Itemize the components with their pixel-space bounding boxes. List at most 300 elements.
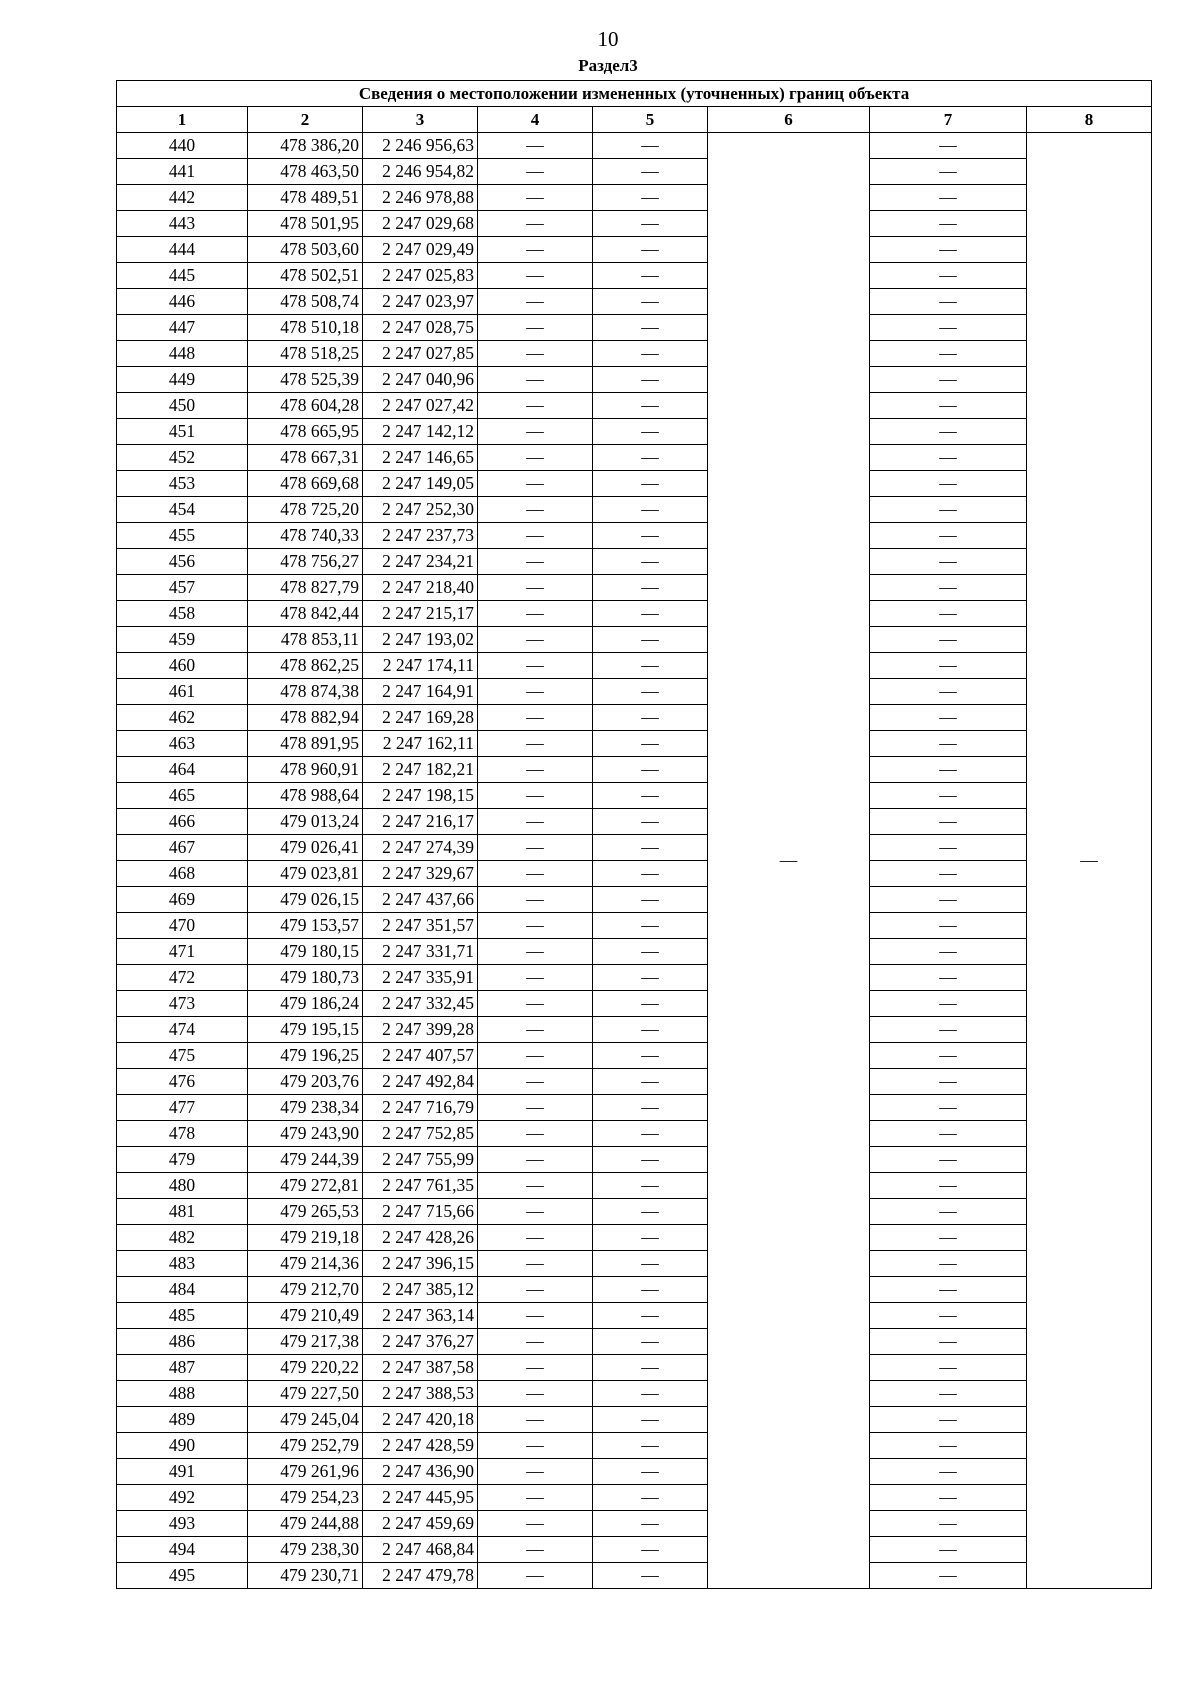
coordinate-y-cell: 2 247 029,68 <box>363 211 478 237</box>
table-row <box>117 1329 1152 1355</box>
coordinate-y-cell: 2 247 468,84 <box>363 1537 478 1563</box>
column-4-cell: — <box>478 783 593 809</box>
column-5-cell: — <box>593 1303 708 1329</box>
point-number-cell: 441 <box>117 159 248 185</box>
column-7-cell: — <box>870 1043 1027 1069</box>
coordinate-y-cell: 2 247 437,66 <box>363 887 478 913</box>
column-7-cell: — <box>870 1147 1027 1173</box>
coordinate-x-cell: 479 195,15 <box>248 1017 363 1043</box>
point-number-cell: 449 <box>117 367 248 393</box>
table-row <box>117 757 1152 783</box>
coordinate-y-cell: 2 247 385,12 <box>363 1277 478 1303</box>
coordinate-x-cell: 479 023,81 <box>248 861 363 887</box>
coordinate-x-cell: 478 463,50 <box>248 159 363 185</box>
column-7-cell: — <box>870 991 1027 1017</box>
coordinate-x-cell: 479 026,41 <box>248 835 363 861</box>
point-number-cell: 469 <box>117 887 248 913</box>
coordinate-y-cell: 2 247 040,96 <box>363 367 478 393</box>
coordinate-x-cell: 479 227,50 <box>248 1381 363 1407</box>
column-4-cell: — <box>478 263 593 289</box>
column-7-cell: — <box>870 809 1027 835</box>
point-number-cell: 458 <box>117 601 248 627</box>
table-row <box>117 1511 1152 1537</box>
column-5-cell: — <box>593 679 708 705</box>
column-5-cell: — <box>593 1017 708 1043</box>
point-number-cell: 488 <box>117 1381 248 1407</box>
column-7-cell: — <box>870 1355 1027 1381</box>
column-7-cell: — <box>870 1251 1027 1277</box>
column-7-cell: — <box>870 627 1027 653</box>
column-number: 8 <box>1027 107 1152 133</box>
column-5-cell: — <box>593 1199 708 1225</box>
table-row <box>117 913 1152 939</box>
coordinate-x-cell: 479 214,36 <box>248 1251 363 1277</box>
column-number: 3 <box>363 107 478 133</box>
column-5-cell: — <box>593 1121 708 1147</box>
column-4-cell: — <box>478 1043 593 1069</box>
coordinate-y-cell: 2 247 146,65 <box>363 445 478 471</box>
table-row <box>117 1225 1152 1251</box>
coordinate-y-cell: 2 247 396,15 <box>363 1251 478 1277</box>
column-5-cell: — <box>593 289 708 315</box>
column-4-cell: — <box>478 1511 593 1537</box>
column-4-cell: — <box>478 367 593 393</box>
column-5-cell: — <box>593 627 708 653</box>
column-4-cell: — <box>478 1303 593 1329</box>
coordinate-y-cell: 2 247 216,17 <box>363 809 478 835</box>
column-7-cell: — <box>870 185 1027 211</box>
coordinate-x-cell: 478 874,38 <box>248 679 363 705</box>
column-7-cell: — <box>870 133 1027 159</box>
column-4-cell: — <box>478 159 593 185</box>
column-5-cell: — <box>593 1043 708 1069</box>
column-5-cell: — <box>593 1277 708 1303</box>
column-7-cell: — <box>870 159 1027 185</box>
column-4-cell: — <box>478 731 593 757</box>
coordinate-y-cell: 2 247 182,21 <box>363 757 478 783</box>
column-7-cell: — <box>870 549 1027 575</box>
column-6-merged-cell: — <box>708 133 870 1589</box>
column-4-cell: — <box>478 939 593 965</box>
point-number-cell: 467 <box>117 835 248 861</box>
coordinate-x-cell: 479 180,73 <box>248 965 363 991</box>
coordinate-y-cell: 2 247 193,02 <box>363 627 478 653</box>
table-row <box>117 1173 1152 1199</box>
point-number-cell: 471 <box>117 939 248 965</box>
column-number-row <box>117 107 1152 133</box>
column-7-cell: — <box>870 471 1027 497</box>
column-7-cell: — <box>870 705 1027 731</box>
column-7-cell: — <box>870 1277 1027 1303</box>
coordinate-x-cell: 478 725,20 <box>248 497 363 523</box>
column-7-cell: — <box>870 1173 1027 1199</box>
point-number-cell: 466 <box>117 809 248 835</box>
column-5-cell: — <box>593 1433 708 1459</box>
table-row <box>117 1147 1152 1173</box>
column-5-cell: — <box>593 367 708 393</box>
table-row <box>117 549 1152 575</box>
column-5-cell: — <box>593 653 708 679</box>
coordinate-y-cell: 2 247 027,85 <box>363 341 478 367</box>
column-4-cell: — <box>478 1095 593 1121</box>
column-4-cell: — <box>478 1329 593 1355</box>
coordinate-x-cell: 479 186,24 <box>248 991 363 1017</box>
column-4-cell: — <box>478 1381 593 1407</box>
column-7-cell: — <box>870 289 1027 315</box>
column-5-cell: — <box>593 1537 708 1563</box>
column-5-cell: — <box>593 1381 708 1407</box>
coordinate-y-cell: 2 247 332,45 <box>363 991 478 1017</box>
coordinate-y-cell: 2 247 761,35 <box>363 1173 478 1199</box>
coordinate-x-cell: 479 153,57 <box>248 913 363 939</box>
coordinate-y-cell: 2 247 025,83 <box>363 263 478 289</box>
coordinate-x-cell: 479 220,22 <box>248 1355 363 1381</box>
table-row <box>117 1043 1152 1069</box>
coordinate-x-cell: 478 740,33 <box>248 523 363 549</box>
column-5-cell: — <box>593 1563 708 1589</box>
column-4-cell: — <box>478 627 593 653</box>
point-number-cell: 461 <box>117 679 248 705</box>
table-row <box>117 159 1152 185</box>
column-7-cell: — <box>870 1537 1027 1563</box>
point-number-cell: 462 <box>117 705 248 731</box>
coordinate-x-cell: 479 252,79 <box>248 1433 363 1459</box>
column-4-cell: — <box>478 653 593 679</box>
column-4-cell: — <box>478 1147 593 1173</box>
table-caption-row <box>117 81 1152 107</box>
point-number-cell: 456 <box>117 549 248 575</box>
column-4-cell: — <box>478 211 593 237</box>
column-4-cell: — <box>478 1277 593 1303</box>
column-7-cell: — <box>870 315 1027 341</box>
column-5-cell: — <box>593 1173 708 1199</box>
column-7-cell: — <box>870 263 1027 289</box>
table-row <box>117 1537 1152 1563</box>
column-4-cell: — <box>478 887 593 913</box>
column-4-cell: — <box>478 705 593 731</box>
coordinate-x-cell: 478 386,20 <box>248 133 363 159</box>
column-5-cell: — <box>593 523 708 549</box>
coordinate-x-cell: 479 238,34 <box>248 1095 363 1121</box>
coordinate-x-cell: 479 245,04 <box>248 1407 363 1433</box>
column-5-cell: — <box>593 341 708 367</box>
coordinate-x-cell: 478 891,95 <box>248 731 363 757</box>
column-7-cell: — <box>870 1303 1027 1329</box>
table-row <box>117 1069 1152 1095</box>
point-number-cell: 454 <box>117 497 248 523</box>
column-number: 1 <box>117 107 248 133</box>
table-row <box>117 1199 1152 1225</box>
column-5-cell: — <box>593 887 708 913</box>
table-caption: Сведения о местоположении измененных (уточненных) границ объекта <box>117 81 1152 107</box>
point-number-cell: 468 <box>117 861 248 887</box>
table-row <box>117 1433 1152 1459</box>
coordinate-x-cell: 479 254,23 <box>248 1485 363 1511</box>
coordinate-x-cell: 478 667,31 <box>248 445 363 471</box>
point-number-cell: 472 <box>117 965 248 991</box>
column-4-cell: — <box>478 835 593 861</box>
column-4-cell: — <box>478 185 593 211</box>
column-4-cell: — <box>478 1017 593 1043</box>
coordinate-y-cell: 2 247 407,57 <box>363 1043 478 1069</box>
column-4-cell: — <box>478 1225 593 1251</box>
column-5-cell: — <box>593 757 708 783</box>
table-row <box>117 575 1152 601</box>
column-7-cell: — <box>870 939 1027 965</box>
point-number-cell: 463 <box>117 731 248 757</box>
table-row <box>117 1095 1152 1121</box>
column-4-cell: — <box>478 861 593 887</box>
coordinate-y-cell: 2 247 234,21 <box>363 549 478 575</box>
page-number: 10 <box>597 27 619 51</box>
column-4-cell: — <box>478 1121 593 1147</box>
boundary-coordinates-table <box>116 80 1152 1589</box>
coordinate-y-cell: 2 247 376,27 <box>363 1329 478 1355</box>
coordinate-x-cell: 478 502,51 <box>248 263 363 289</box>
column-4-cell: — <box>478 1251 593 1277</box>
column-5-cell: — <box>593 1147 708 1173</box>
coordinate-x-cell: 479 265,53 <box>248 1199 363 1225</box>
table-row <box>117 1121 1152 1147</box>
column-4-cell: — <box>478 1485 593 1511</box>
table-row <box>117 237 1152 263</box>
column-5-cell: — <box>593 1485 708 1511</box>
coordinate-x-cell: 479 013,24 <box>248 809 363 835</box>
column-5-cell: — <box>593 965 708 991</box>
table-row <box>117 653 1152 679</box>
column-4-cell: — <box>478 679 593 705</box>
point-number-cell: 444 <box>117 237 248 263</box>
column-8-merged-cell: — <box>1027 133 1152 1589</box>
point-number-cell: 447 <box>117 315 248 341</box>
column-4-cell: — <box>478 809 593 835</box>
table-row <box>117 1407 1152 1433</box>
column-7-cell: — <box>870 393 1027 419</box>
point-number-cell: 473 <box>117 991 248 1017</box>
column-5-cell: — <box>593 1459 708 1485</box>
coordinate-y-cell: 2 247 174,11 <box>363 653 478 679</box>
table-row <box>117 263 1152 289</box>
table-row <box>117 939 1152 965</box>
column-7-cell: — <box>870 1199 1027 1225</box>
coordinate-x-cell: 478 501,95 <box>248 211 363 237</box>
table-row <box>117 367 1152 393</box>
coordinate-y-cell: 2 246 956,63 <box>363 133 478 159</box>
column-7-cell: — <box>870 1485 1027 1511</box>
coordinate-x-cell: 479 244,39 <box>248 1147 363 1173</box>
point-number-cell: 452 <box>117 445 248 471</box>
column-5-cell: — <box>593 1511 708 1537</box>
column-number: 2 <box>248 107 363 133</box>
table-row <box>117 783 1152 809</box>
coordinate-x-cell: 479 230,71 <box>248 1563 363 1589</box>
column-4-cell: — <box>478 393 593 419</box>
column-7-cell: — <box>870 497 1027 523</box>
coordinate-x-cell: 478 489,51 <box>248 185 363 211</box>
column-4-cell: — <box>478 1069 593 1095</box>
point-number-cell: 443 <box>117 211 248 237</box>
column-4-cell: — <box>478 1407 593 1433</box>
table-row <box>117 887 1152 913</box>
coordinate-x-cell: 478 756,27 <box>248 549 363 575</box>
column-7-cell: — <box>870 1121 1027 1147</box>
table-row <box>117 1251 1152 1277</box>
column-7-cell: — <box>870 1069 1027 1095</box>
coordinate-y-cell: 2 247 445,95 <box>363 1485 478 1511</box>
column-7-cell: — <box>870 341 1027 367</box>
column-5-cell: — <box>593 1095 708 1121</box>
coordinate-x-cell: 479 210,49 <box>248 1303 363 1329</box>
coordinate-x-cell: 478 510,18 <box>248 315 363 341</box>
coordinate-y-cell: 2 247 335,91 <box>363 965 478 991</box>
column-5-cell: — <box>593 861 708 887</box>
table-row <box>117 133 1152 159</box>
coordinate-x-cell: 478 988,64 <box>248 783 363 809</box>
point-number-cell: 440 <box>117 133 248 159</box>
coordinate-y-cell: 2 247 215,17 <box>363 601 478 627</box>
coordinate-x-cell: 479 217,38 <box>248 1329 363 1355</box>
coordinate-y-cell: 2 246 978,88 <box>363 185 478 211</box>
point-number-cell: 492 <box>117 1485 248 1511</box>
column-4-cell: — <box>478 289 593 315</box>
table-row <box>117 627 1152 653</box>
table-row <box>117 471 1152 497</box>
coordinate-y-cell: 2 247 459,69 <box>363 1511 478 1537</box>
column-4-cell: — <box>478 601 593 627</box>
table-row <box>117 1563 1152 1589</box>
coordinate-x-cell: 478 853,11 <box>248 627 363 653</box>
point-number-cell: 477 <box>117 1095 248 1121</box>
column-4-cell: — <box>478 341 593 367</box>
table-row <box>117 315 1152 341</box>
table-row <box>117 393 1152 419</box>
column-7-cell: — <box>870 887 1027 913</box>
column-number: 4 <box>478 107 593 133</box>
coordinate-y-cell: 2 247 752,85 <box>363 1121 478 1147</box>
column-5-cell: — <box>593 445 708 471</box>
column-7-cell: — <box>870 783 1027 809</box>
column-5-cell: — <box>593 1251 708 1277</box>
column-4-cell: — <box>478 471 593 497</box>
column-7-cell: — <box>870 1433 1027 1459</box>
coordinate-y-cell: 2 247 252,30 <box>363 497 478 523</box>
point-number-cell: 480 <box>117 1173 248 1199</box>
column-4-cell: — <box>478 523 593 549</box>
table-row <box>117 1459 1152 1485</box>
coordinate-x-cell: 478 882,94 <box>248 705 363 731</box>
coordinate-x-cell: 479 219,18 <box>248 1225 363 1251</box>
column-7-cell: — <box>870 1095 1027 1121</box>
column-5-cell: — <box>593 497 708 523</box>
table-row <box>117 1303 1152 1329</box>
coordinate-y-cell: 2 247 428,59 <box>363 1433 478 1459</box>
coordinate-y-cell: 2 247 218,40 <box>363 575 478 601</box>
column-7-cell: — <box>870 1563 1027 1589</box>
column-7-cell: — <box>870 601 1027 627</box>
column-5-cell: — <box>593 913 708 939</box>
point-number-cell: 459 <box>117 627 248 653</box>
coordinate-y-cell: 2 247 274,39 <box>363 835 478 861</box>
table-row <box>117 679 1152 705</box>
coordinate-x-cell: 478 669,68 <box>248 471 363 497</box>
point-number-cell: 465 <box>117 783 248 809</box>
point-number-cell: 483 <box>117 1251 248 1277</box>
coordinate-y-cell: 2 247 436,90 <box>363 1459 478 1485</box>
column-7-cell: — <box>870 1017 1027 1043</box>
column-7-cell: — <box>870 367 1027 393</box>
column-number: 6 <box>708 107 870 133</box>
table-row <box>117 861 1152 887</box>
table-body <box>117 133 1152 1589</box>
column-7-cell: — <box>870 913 1027 939</box>
table-row <box>117 601 1152 627</box>
column-7-cell: — <box>870 965 1027 991</box>
column-4-cell: — <box>478 133 593 159</box>
column-5-cell: — <box>593 1355 708 1381</box>
point-number-cell: 479 <box>117 1147 248 1173</box>
coordinate-y-cell: 2 247 162,11 <box>363 731 478 757</box>
coordinate-y-cell: 2 247 027,42 <box>363 393 478 419</box>
point-number-cell: 476 <box>117 1069 248 1095</box>
column-7-cell: — <box>870 445 1027 471</box>
column-number: 7 <box>870 107 1027 133</box>
section-title: Раздел3 <box>578 56 638 75</box>
coordinate-x-cell: 478 827,79 <box>248 575 363 601</box>
column-4-cell: — <box>478 237 593 263</box>
column-5-cell: — <box>593 1225 708 1251</box>
column-7-cell: — <box>870 1225 1027 1251</box>
column-5-cell: — <box>593 575 708 601</box>
coordinate-x-cell: 479 243,90 <box>248 1121 363 1147</box>
column-5-cell: — <box>593 133 708 159</box>
column-7-cell: — <box>870 861 1027 887</box>
table-row <box>117 1381 1152 1407</box>
column-5-cell: — <box>593 185 708 211</box>
point-number-cell: 453 <box>117 471 248 497</box>
coordinate-y-cell: 2 247 149,05 <box>363 471 478 497</box>
coordinate-y-cell: 2 247 420,18 <box>363 1407 478 1433</box>
coordinate-y-cell: 2 247 237,73 <box>363 523 478 549</box>
coordinate-y-cell: 2 247 329,67 <box>363 861 478 887</box>
coordinate-x-cell: 478 665,95 <box>248 419 363 445</box>
column-7-cell: — <box>870 679 1027 705</box>
coordinate-y-cell: 2 247 387,58 <box>363 1355 478 1381</box>
coordinate-x-cell: 478 842,44 <box>248 601 363 627</box>
table-row <box>117 419 1152 445</box>
column-7-cell: — <box>870 731 1027 757</box>
coordinate-x-cell: 479 244,88 <box>248 1511 363 1537</box>
coordinate-y-cell: 2 247 142,12 <box>363 419 478 445</box>
column-7-cell: — <box>870 653 1027 679</box>
column-4-cell: — <box>478 575 593 601</box>
column-7-cell: — <box>870 575 1027 601</box>
column-7-cell: — <box>870 523 1027 549</box>
point-number-cell: 455 <box>117 523 248 549</box>
column-4-cell: — <box>478 1173 593 1199</box>
column-5-cell: — <box>593 601 708 627</box>
coordinate-y-cell: 2 246 954,82 <box>363 159 478 185</box>
point-number-cell: 464 <box>117 757 248 783</box>
column-5-cell: — <box>593 263 708 289</box>
table-row <box>117 289 1152 315</box>
point-number-cell: 491 <box>117 1459 248 1485</box>
coordinate-y-cell: 2 247 164,91 <box>363 679 478 705</box>
point-number-cell: 475 <box>117 1043 248 1069</box>
table-row <box>117 523 1152 549</box>
column-7-cell: — <box>870 211 1027 237</box>
table-row <box>117 965 1152 991</box>
column-4-cell: — <box>478 965 593 991</box>
